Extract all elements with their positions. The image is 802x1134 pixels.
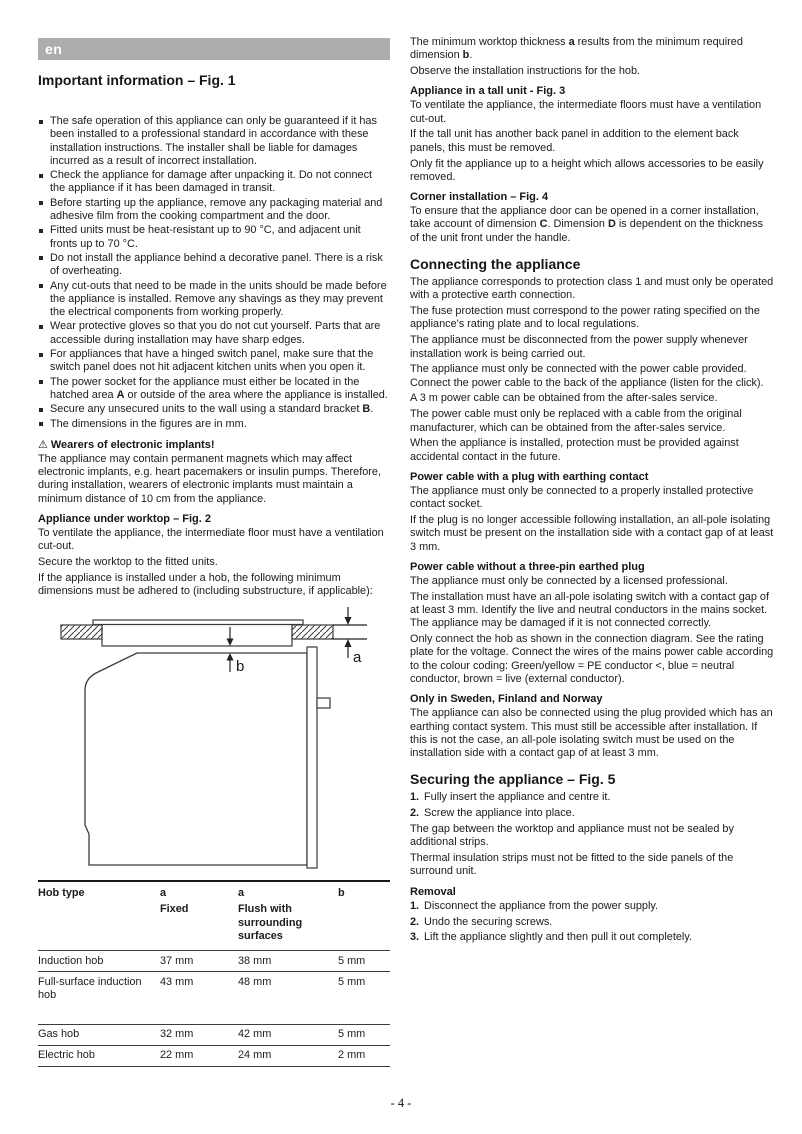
list-item: Fitted units must be heat-resistant up to 90 °C, and adjacent unit fronts up to 70 °C. xyxy=(38,224,390,251)
numbered-step: 1. Disconnect the appliance from the power supply. xyxy=(410,899,659,912)
cell-hob-type: Induction hob xyxy=(38,951,160,972)
hob-top-plate xyxy=(93,620,303,625)
paragraph: To ensure that the appliance door can be opened in a corner installation, take account of dimension C. Dimension D is dependent on the thickness of the unit front under the handle. xyxy=(410,205,763,244)
numbered-step: 2. Screw the appliance into place. xyxy=(410,807,575,820)
table-row xyxy=(38,972,390,1024)
paragraph: The power cable must only be replaced with a cable from the original manufacturer, which can be obtained from the after-sales service. xyxy=(410,408,742,434)
hob-body xyxy=(102,624,292,646)
numbered-step: 3. Lift the appliance slightly and then pull it out completely. xyxy=(410,931,692,944)
numbered-step: 2. Undo the securing screws. xyxy=(410,915,553,928)
numbered-step: 1. Fully insert the appliance and centre it. xyxy=(410,791,611,804)
paragraph: If the appliance is installed under a hob, the following minimum dimensions must be adhered to (including substructure, if applicable): xyxy=(38,571,373,598)
subheading-no-three-pin-plug: Power cable without a three-pin earthed plug xyxy=(410,560,645,573)
col-header-hob-type: Hob type xyxy=(38,881,160,951)
paragraph: The appliance may contain permanent magnets which may affect electronic implants, e.g. heart pacemakers or insulin pumps. Therefore, during installation, wearers of electronic implants must maintain a minimum distance of 10 cm from the appliance. xyxy=(38,452,382,505)
section-title-connecting: Connecting the appliance xyxy=(410,256,581,273)
page-number: - 4 - xyxy=(390,1096,412,1110)
table-row xyxy=(38,1045,390,1066)
cell-hob-type: Electric hob xyxy=(38,1045,160,1066)
cell-b: 2 mm xyxy=(338,1045,390,1066)
oven-rail-knob xyxy=(317,698,330,708)
cell-a-flush: 24 mm xyxy=(238,1045,338,1066)
important-information-list xyxy=(38,115,390,431)
paragraph: Only fit the appliance up to a height which allows accessories to be easily removed. xyxy=(410,157,764,183)
cell-a-fixed: 37 mm xyxy=(160,951,238,972)
oven-rear-rail xyxy=(307,647,317,868)
paragraph: Secure the worktop to the fitted units. xyxy=(38,556,218,569)
paragraph: The fuse protection must correspond to the power rating specified on the appliance's rating plate and to local regulations. xyxy=(410,305,760,331)
list-item: Before starting up the appliance, remove any packaging material and adhesive film from the cooking compartment and the door. xyxy=(38,197,390,224)
paragraph: To ventilate the appliance, the intermediate floors must have a ventilation cut-out. xyxy=(410,99,762,125)
left-column xyxy=(38,38,390,1067)
col-header-a-fixed: a Fixed xyxy=(160,881,238,951)
table-row xyxy=(38,1024,390,1045)
cell-a-flush: 42 mm xyxy=(238,1024,338,1045)
list-item: Secure any unsecured units to the wall using a standard bracket B. xyxy=(38,403,390,416)
cell-a-fixed: 43 mm xyxy=(160,972,238,1024)
list-item: The power socket for the appliance must either be located in the hatched area A or outside of the area where the appliance is installed. xyxy=(38,376,390,403)
table-row xyxy=(38,951,390,972)
language-badge: en xyxy=(38,38,390,60)
col-header-b: b xyxy=(338,881,390,951)
cell-b: 5 mm xyxy=(338,1024,390,1045)
oven-outline xyxy=(85,653,307,865)
list-item: Any cut-outs that need to be made in the units should be made before the appliance is installed. Remove any shavings as they may prevent the electrical components from working properly. xyxy=(38,280,390,320)
dimension-a xyxy=(333,607,367,658)
paragraph: If the plug is no longer accessible following installation, an all-pole isolating switch must be present on the installation side with a contact gap of at least 3 mm. xyxy=(410,514,774,553)
cell-a-flush: 38 mm xyxy=(238,951,338,972)
paragraph: The minimum worktop thickness a results from the minimum required dimension b. xyxy=(410,36,743,62)
right-column xyxy=(410,36,774,947)
list-item: For appliances that have a hinged switch panel, make sure that the switch panel does not hit adjacent kitchen units when you open it. xyxy=(38,348,390,375)
subheading-removal: Removal xyxy=(410,885,456,898)
list-item: The safe operation of this appliance can only be guaranteed if it has been installed to a professional standard in accordance with these installation instructions. The installer shall be liable for damages incurred as a result of incorrect installation. xyxy=(38,115,390,168)
subheading-plug-earthing-contact: Power cable with a plug with earthing contact xyxy=(410,470,649,483)
dimension-a-label: a xyxy=(353,648,362,666)
paragraph: The installation must have an all-pole isolating switch with a contact gap of at least 3 mm. Identify the live and neutral conductors in the mains socket. The appliance may be damaged if it is not connected correctly. xyxy=(410,590,769,630)
warning-heading-label: Wearers of electronic implants! xyxy=(50,438,215,451)
cell-hob-type: Full-surface induction hob xyxy=(38,972,160,1024)
cell-hob-type: Gas hob xyxy=(38,1024,160,1045)
paragraph: A 3 m power cable can be obtained from the after-sales service. xyxy=(410,392,718,405)
paragraph: The gap between the worktop and appliance must not be sealed by additional strips. xyxy=(410,823,734,849)
cell-a-fixed: 32 mm xyxy=(160,1024,238,1045)
dimension-b-label: b xyxy=(236,657,245,675)
warning-heading-electronic-implants xyxy=(38,438,390,451)
worktop-hatched-left xyxy=(61,625,102,639)
paragraph: The appliance must only be connected with the power cable provided. Connect the power cable to the back of the appliance (listen for the click). xyxy=(410,363,764,389)
subheading-sweden-finland-norway: Only in Sweden, Finland and Norway xyxy=(410,693,603,706)
paragraph: Only connect the hob as shown in the connection diagram. See the rating plate for the voltage. Connect the wires of the mains power cable according to the colour coding: Green/yellow = PE conductor <, blue = neutral conductor, brown = live (external conductor). xyxy=(410,633,774,685)
list-item: Wear protective gloves so that you do not cut yourself. Parts that are accessible during installation may have sharp edges. xyxy=(38,320,390,347)
paragraph: Observe the installation instructions for the hob. xyxy=(410,65,641,78)
col-header-a-flush: a Flush with surrounding surfaces xyxy=(238,881,338,951)
worktop-hatched-right xyxy=(292,625,333,639)
paragraph: The appliance must only be connected by a licensed professional. xyxy=(410,574,728,587)
cell-b: 5 mm xyxy=(338,951,390,972)
section-title-securing: Securing the appliance – Fig. 5 xyxy=(410,771,616,788)
table-header-row xyxy=(38,881,390,951)
paragraph: The appliance must be disconnected from the power supply whenever installation work is being carried out. xyxy=(410,334,748,360)
cell-a-flush: 48 mm xyxy=(238,972,338,1024)
subheading-corner-installation: Corner installation – Fig. 4 xyxy=(410,191,549,204)
cell-a-fixed: 22 mm xyxy=(160,1045,238,1066)
hob-dimensions-table xyxy=(38,880,390,1068)
figure-2-under-worktop-drawing xyxy=(38,606,390,872)
paragraph: The appliance corresponds to protection class 1 and must only be operated with a protective earth connection. xyxy=(410,276,774,302)
paragraph: The appliance can also be connected using the plug provided which has an earthing contact system. This must still be accessible after installation. If this is not the case, an all-pole isolating switch must be used on the installation side with a contact gap of at least 3 mm. xyxy=(410,707,773,760)
subheading-appliance-under-worktop: Appliance under worktop – Fig. 2 xyxy=(38,513,211,526)
paragraph: To ventilate the appliance, the intermediate floor must have a ventilation cut-out. xyxy=(38,527,384,553)
section-title-important-information: Important information – Fig. 1 xyxy=(38,72,236,88)
paragraph: The appliance must only be connected to a properly installed protective contact socket. xyxy=(410,484,754,511)
paragraph: Thermal insulation strips must not be fitted to the side panels of the surround unit. xyxy=(410,852,734,878)
paragraph: If the tall unit has another back panel in addition to the element back panels, this must be removed. xyxy=(410,128,739,154)
list-item: Check the appliance for damage after unpacking it. Do not connect the appliance if it has been damaged in transit. xyxy=(38,169,390,196)
subheading-tall-unit: Appliance in a tall unit - Fig. 3 xyxy=(410,85,566,98)
list-item: Do not install the appliance behind a decorative panel. There is a risk of overheating. xyxy=(38,252,390,279)
warning-triangle-icon: ⚠ xyxy=(38,438,48,451)
paragraph: When the appliance is installed, protection must be provided against accidental contact in the future. xyxy=(410,437,739,463)
list-item: The dimensions in the figures are in mm. xyxy=(38,418,390,431)
cell-b: 5 mm xyxy=(338,972,390,1024)
